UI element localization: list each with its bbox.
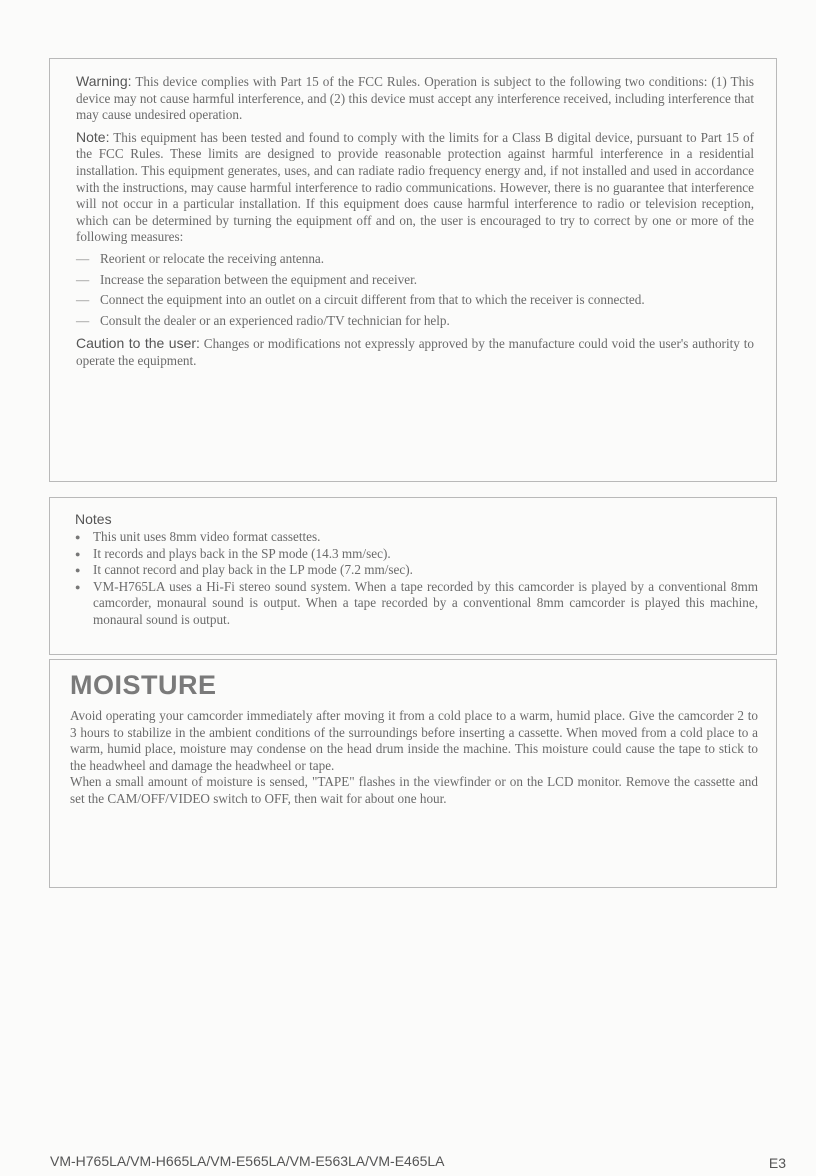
page-number: E3 (768, 1155, 786, 1171)
note-item-text: VM-H765LA uses a Hi-Fi stereo sound system. When a tape recorded by this camcorder is played by a conventional 8mm camcorder, monaural sound is output. When a tape recorded by a conventional 8mm camcorder is played this machine, monaural sound is output. (93, 578, 758, 627)
note-text: This equipment has been tested and found to comply with the limits for a Class B digital device, pursuant to Part 15 of the FCC Rules. These limits are designed to provide reasonable protection against harmful interference in a residential installation. This equipment generates, uses, and can radiate radio frequency energy and, if not installed and used in accordance with the instructions, may cause harmful interference to radio communications. However, there is no guarantee that interference will not occur in a particular installation. If this equipment does cause harmful interference to radio or television reception, which can be determined by turning the equipment off and on, the user is encouraged to try to correct by one or more of the following measures: (76, 129, 754, 245)
caution-label: Caution to the user: (76, 335, 200, 352)
footer-model-numbers: VM-H765LA/VM-H665LA/VM-E565LA/VM-E563LA/VM-E465LA (50, 1153, 445, 1169)
bullet-icon: ● (75, 548, 81, 559)
warning-text: This device complies with Part 15 of the FCC Rules. Operation is subject to the following two conditions: (1) This device may not cause harmful interference, and (2) this device must accept any interference received, including interference that may cause undesired operation. (76, 74, 754, 123)
notes-title: Notes (75, 511, 112, 527)
note-item-text: It cannot record and play back in the LP mode (7.2 mm/sec). (93, 562, 413, 578)
note-item-text: It records and plays back in the SP mode (14.3 mm/sec). (93, 545, 391, 561)
dash-marker: — (76, 312, 90, 328)
list-item (75, 579, 758, 629)
dash-marker: — (76, 250, 90, 266)
note-paragraph (76, 129, 754, 246)
note-item-text: This unit uses 8mm video format cassettes. (93, 529, 321, 544)
list-item (75, 529, 758, 546)
list-item (75, 546, 758, 563)
moisture-box (49, 659, 777, 888)
note-label: Note: (76, 128, 110, 145)
list-item (76, 251, 754, 268)
warning-paragraph (76, 73, 754, 124)
list-item (76, 292, 754, 309)
bullet-icon: ● (75, 532, 81, 542)
warning-label: Warning: (76, 73, 132, 89)
notes-box (49, 497, 777, 655)
list-item (76, 313, 754, 330)
bullet-icon: ● (75, 565, 81, 576)
bullet-icon: ● (75, 581, 81, 592)
measures-list (76, 251, 754, 329)
measure-text: Consult the dealer or an experienced radio/TV technician for help. (100, 312, 450, 328)
moisture-title: MOISTURE (70, 670, 217, 700)
measure-text: Connect the equipment into an outlet on a circuit different from that to which the receiver is connected. (100, 292, 645, 308)
measure-text: Reorient or relocate the receiving antenna. (100, 250, 325, 266)
caution-paragraph (76, 335, 754, 369)
dash-marker: — (76, 292, 90, 308)
caution-text: Changes or modifications not expressly approved by the manufacture could void the user's authority to operate the equipment. (76, 336, 755, 368)
list-item (76, 272, 754, 289)
moisture-paragraph-1: Avoid operating your camcorder immediately after moving it from a cold place to a warm, humid place. Give the camcorder 2 to 3 hours to stabilize in the ambient conditions of the surroundings before inserting a cassette. When moved from a cold place to a warm, humid place, moisture may condense on the head drum inside the machine. This moisture could cause the tape to stick to the headwheel and damage the headwheel or tape. (70, 708, 758, 773)
measure-text: Increase the separation between the equipment and receiver. (100, 271, 418, 287)
dash-marker: — (76, 271, 90, 287)
list-item (75, 562, 758, 579)
fcc-notice-box (49, 58, 777, 482)
moisture-paragraph-2: When a small amount of moisture is sensed, "TAPE" flashes in the viewfinder or on the LCD monitor. Remove the cassette and set the CAM/OFF/VIDEO switch to OFF, then wait for about one hour. (70, 774, 758, 806)
